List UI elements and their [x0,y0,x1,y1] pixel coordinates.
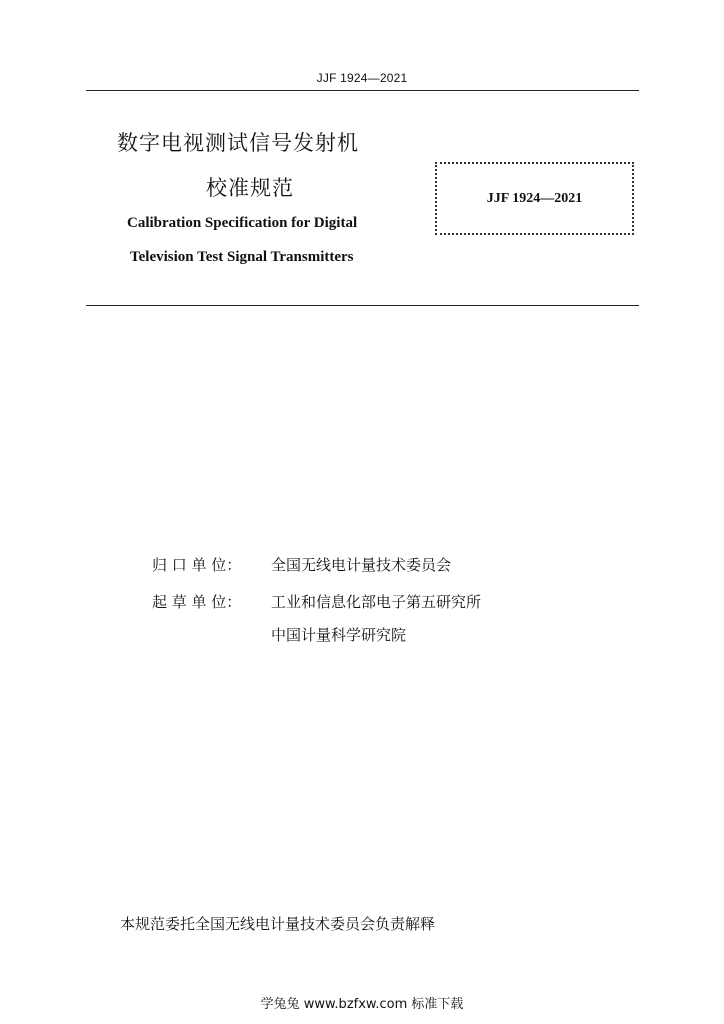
responsible-unit-row [152,554,451,575]
standard-code-box [435,162,634,235]
footer-watermark: 学兔兔 www.bzfxw.com 标准下载 [260,997,464,1012]
drafting-unit-row [152,591,481,612]
top-rule [86,90,639,91]
drafting-unit-row-2 [271,624,406,645]
header-standard-code: JJF 1924—2021 [316,71,408,85]
standard-code-box-text: JJF 1924—2021 [486,190,583,206]
responsible-unit-value: 全国无线电计量技术委员会 [271,556,452,574]
title-english-line-1: Calibration Specification for Digital [127,215,358,231]
drafting-unit-value-2: 中国计量科学研究院 [271,626,407,644]
title-english-line-2: Television Test Signal Transmitters [130,249,354,265]
responsible-unit-label: 归 口 单 位： [152,556,242,574]
drafting-unit-label: 起 草 单 位： [152,593,242,611]
title-chinese-line-1: 数字电视测试信号发射机 [117,131,359,155]
interpretation-note: 本规范委托全国无线电计量技术委员会负责解释 [120,915,436,933]
drafting-unit-value-1: 工业和信息化部电子第五研究所 [271,593,482,611]
title-chinese-line-2: 校准规范 [206,176,294,200]
bottom-rule [86,305,639,306]
